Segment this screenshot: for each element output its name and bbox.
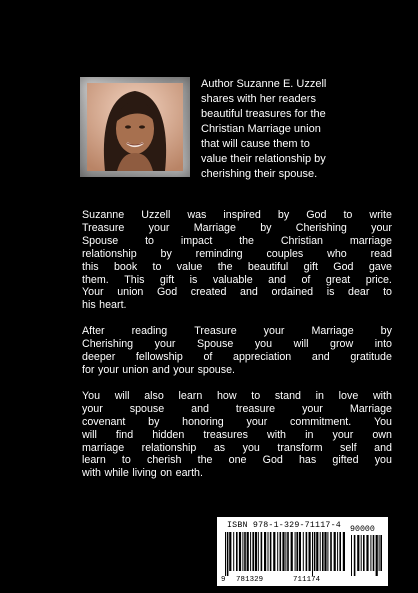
bio-line: shares with her readers [201,93,316,105]
paragraph-line [82,416,392,429]
paragraph-line [82,467,392,480]
paragraph-word: ordained [271,286,314,299]
paragraph-word: your [97,363,119,376]
paragraph-word: your [246,415,268,428]
paragraph-word: After [82,325,105,338]
paragraph-word: was [187,209,207,221]
author-photo-frame [80,77,190,177]
paragraph-word: You [373,415,392,428]
paragraph-word: your [148,221,170,234]
paragraph-word: to [251,389,261,402]
description-paragraph [82,390,392,480]
barcode-bar [354,535,356,576]
paragraph-word: book [113,260,138,273]
barcode-bar [363,535,365,571]
paragraph-word: living [132,467,157,480]
barcode-bar [334,532,336,571]
paragraph-word: Marriage [193,221,236,234]
barcode-bar [229,532,231,571]
paragraph-word: this [82,260,99,273]
barcode-bar [236,532,238,571]
isbn-barcode [217,517,388,586]
paragraph-word: treasures [203,428,248,441]
paragraph-word: Spouse [82,234,119,247]
description-paragraph [82,325,392,377]
paragraph-word: spouse. [197,363,236,376]
paragraph-word: of [301,273,311,286]
bio-line: value their relationship by [201,153,326,165]
paragraph-word: has [298,454,317,467]
paragraph-word: relationship [82,247,137,260]
paragraph-word: treasure [235,402,276,415]
barcode-bar [322,532,324,571]
paragraph-word: and [240,286,258,299]
paragraph-word: reminding [195,247,243,260]
paragraph-line [82,248,392,261]
paragraph-word: to [383,286,392,299]
paragraph-word: God [306,209,327,221]
paragraph-word: by [380,325,392,338]
paragraph-word: by [260,221,272,234]
paragraph-word: union [122,363,149,376]
paragraph-word: Treasure [194,325,237,338]
paragraph-word: couples [266,247,304,260]
barcode-bar [351,535,352,576]
paragraph-word: own [372,428,392,441]
paragraph-word: the [217,260,233,273]
paragraph-word: the [197,454,213,467]
paragraph-word: marriage [82,441,125,454]
paragraph-line [82,403,392,416]
paragraph-line [82,325,392,338]
paragraph-word: how [216,389,237,402]
paragraph-word: gift [159,273,175,286]
barcode-bar [330,532,332,571]
bio-line: cherishing their spouse. [201,168,318,180]
barcode-bar [320,532,321,571]
paragraph-word: for [82,363,95,376]
paragraph-word: your [371,221,392,234]
paragraph-word: you [242,441,260,454]
barcode-bar [270,532,272,571]
paragraph-word: is [326,286,335,299]
barcode-digit-group: 9 [221,576,226,584]
barcode-bar [252,532,254,571]
barcode-bar [343,532,345,571]
paragraph-line [82,390,392,403]
barcode-bar [273,532,275,571]
barcode-bar [287,532,289,571]
paragraph-word: Cherishing [295,221,347,234]
barcode-bar [306,532,308,571]
paragraph-line [82,364,392,377]
paragraph-word: write [369,209,392,221]
paragraph-word: one [228,454,247,467]
barcode-bar [250,532,251,571]
barcode-bar [244,532,246,571]
paragraph-word: You [82,389,101,402]
paragraph-word: your [302,402,323,415]
paragraph-word: and [311,351,330,364]
barcode-bar [285,532,286,571]
paragraph-line [82,286,392,299]
paragraph-word: deeper [82,351,116,364]
paragraph-word: with [267,428,287,441]
paragraph-word: honoring [182,415,224,428]
barcode-bar [225,532,226,576]
barcode-bar [312,532,313,576]
paragraph-word: with [372,389,392,402]
barcode-bar [324,532,326,571]
paragraph-word: find [115,428,134,441]
paragraph-word: them. [82,273,109,286]
paragraph-word: love [338,389,359,402]
paragraph-word: Marriage [311,325,354,338]
paragraph-word: with [82,467,102,480]
price-code: 90000 [350,525,375,534]
paragraph-word: gifted [332,454,359,467]
paragraph-word: hidden [152,428,185,441]
barcode-digit-group: 711174 [293,576,321,584]
paragraph-word: you [254,338,273,351]
paragraph-word: reading [131,325,168,338]
paragraph-word: the [239,234,254,247]
paragraph-word: gift [303,260,318,273]
paragraph-word: God [333,260,354,273]
paragraph-word: to [121,454,131,467]
paragraph-word: in [315,389,324,402]
paragraph-word: your [173,363,195,376]
paragraph-line [82,222,392,235]
paragraph-word: who [327,247,347,260]
barcode-bar [361,535,362,571]
paragraph-word: great [325,273,351,286]
paragraph-word: price. [365,273,392,286]
paragraph-word: learn [178,389,203,402]
barcode-bar [309,532,311,571]
barcode-bar [339,532,341,571]
barcode-bar [370,535,371,571]
paragraph-word: union [117,286,144,299]
paragraph-word: as [213,441,226,454]
barcode-bar [233,532,234,571]
author-photo [87,83,183,171]
barcode-bar [255,532,257,571]
paragraph-word: will [82,428,97,441]
price-barcode-bars [351,535,385,576]
paragraph-word: Treasure [82,221,125,234]
barcode-bar [373,535,375,571]
paragraph-word: into [374,338,392,351]
paragraph-word: Marriage [349,402,392,415]
paragraph-word: and [374,441,392,454]
bio-line: beautiful treasures for the [201,108,326,120]
paragraph-word: gratitude [350,351,392,364]
barcode-bar [296,532,298,571]
barcode-bar [316,532,318,571]
paragraph-word: appreciation [233,351,292,364]
barcode-bar [337,532,338,571]
barcode-bar [264,532,266,571]
description-paragraph [82,209,392,312]
paragraph-word: on [160,467,173,480]
barcode-bar [366,535,368,571]
barcode-bar [380,535,382,571]
paragraph-word: and [151,363,170,376]
paragraph-word: will [293,338,309,351]
barcode-bar [299,532,301,571]
paragraph-word: also [144,389,164,402]
bio-line: Christian Marriage union [201,123,321,135]
barcode-digit-group: 781329 [236,576,264,584]
paragraph-word: to [145,234,154,247]
paragraph-word: God [156,286,178,299]
paragraph-word: earth. [175,467,203,480]
paragraph-word: relationship [141,441,197,454]
paragraph-word: Cherishing [82,338,134,351]
barcode-bar [268,532,269,571]
paragraph-line [82,454,392,467]
author-bio [201,77,393,182]
paragraph-line [82,299,392,312]
barcode-bar [277,532,278,571]
paragraph-word: Your [82,286,104,299]
paragraph-word: and [191,402,209,415]
paragraph-word: your [332,428,354,441]
paragraph-word: Suzanne [82,209,125,221]
bio-line: that will cause them to [201,138,310,150]
barcode-bar [282,532,284,571]
paragraph-word: while [104,467,129,480]
barcode-bar [291,532,293,571]
paragraph-word: you [374,454,392,467]
paragraph-word: spouse [129,402,165,415]
paragraph-word: by [160,247,172,260]
paragraph-word: inspired [223,209,261,221]
paragraph-word: God [262,454,283,467]
barcode-bar [280,532,282,571]
paragraph-word: self [340,441,357,454]
bio-line: Author Suzanne E. Uzzell [201,78,327,90]
paragraph-word: of [203,351,213,364]
paragraph-word: your [82,402,103,415]
paragraph-word: transform [277,441,323,454]
paragraph-word: will [114,389,130,402]
barcode-bar [379,535,380,571]
paragraph-word: and [268,273,286,286]
barcode-bar [327,532,328,571]
barcode-bar [227,532,229,576]
barcode-bars [225,532,347,576]
paragraph-word: is [189,273,198,286]
paragraph-word: valuable [212,273,253,286]
barcode-bar [295,532,296,571]
paragraph-word: dear [348,286,370,299]
barcode-bar [247,532,249,571]
paragraph-word: to [152,260,162,273]
paragraph-word: value [176,260,203,273]
paragraph-word: his [82,299,96,312]
paragraph-line [82,274,392,287]
paragraph-word: Christian [280,234,323,247]
barcode-bar [303,532,304,571]
isbn-label: ISBN 978-1-329-71117-4 [227,521,341,530]
paragraph-word: your [154,338,176,351]
barcode-bar [357,535,359,571]
paragraph-word: stand [274,389,301,402]
barcode-bar [314,532,316,571]
barcode-bar [258,532,259,571]
paragraph-word: learn [82,454,106,467]
paragraph-word: cherish [147,454,182,467]
paragraph-word: by [148,415,160,428]
paragraph-word: This [124,273,145,286]
barcode-bar [239,532,241,571]
paragraph-word: in [305,428,314,441]
paragraph-word: marriage [349,234,392,247]
paragraph-word: beautiful [247,260,289,273]
book-description [82,209,392,493]
paragraph-word: your [263,325,285,338]
paragraph-word: read [370,247,392,260]
paragraph-word: impact [180,234,213,247]
paragraph-line [82,351,392,364]
barcode-bar [261,532,263,571]
barcode-bar [242,532,243,571]
paragraph-line [82,209,392,222]
paragraph-line [82,261,392,274]
paragraph-line [82,429,392,442]
paragraph-line [82,235,392,248]
paragraph-word: heart. [99,299,127,312]
paragraph-line [82,442,392,455]
paragraph-word: covenant [82,415,126,428]
paragraph-word: by [277,209,290,221]
paragraph-word: grow [330,338,354,351]
barcode-bar [376,535,378,576]
paragraph-word: created [190,286,227,299]
paragraph-word: Uzzell [141,209,171,221]
paragraph-word: fellowship [135,351,183,364]
paragraph-word: commitment. [290,415,352,428]
paragraph-word: to [343,209,353,221]
paragraph-line [82,338,392,351]
paragraph-word: gave [368,260,392,273]
paragraph-word: Spouse [197,338,234,351]
